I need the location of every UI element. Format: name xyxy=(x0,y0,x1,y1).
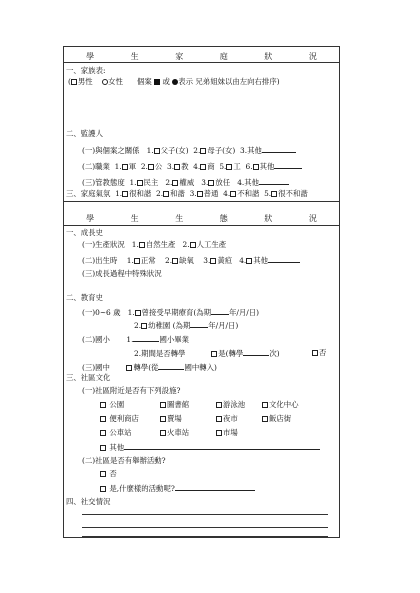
job-row: (二)職業 1. 軍 2. 公 3. 教 4. 商 5. 工 6. 其他 xyxy=(82,161,302,171)
checkbox[interactable] xyxy=(197,191,203,197)
facility-item: 賣場 xyxy=(160,414,182,423)
junior-row: (三)國中 轉學(從 國中轉入) xyxy=(82,363,217,372)
checkbox[interactable] xyxy=(210,258,216,264)
checkbox[interactable] xyxy=(126,365,132,371)
blank-line[interactable] xyxy=(190,320,208,328)
community-q1: (一)社區附近是否有下列設施? xyxy=(82,386,181,395)
facility-item: 飯店街 xyxy=(262,414,291,423)
blank-line[interactable] xyxy=(243,348,269,356)
atmosphere-row: 三、家庭氣氛 1. 很和諧 2. 和諧 3. 普通 4. 不和諧 5. 很不和諧 xyxy=(66,189,308,198)
elem-row-1: (二)國小 1. 國小畢業 xyxy=(82,335,190,344)
blank-line[interactable] xyxy=(211,307,229,315)
checkbox[interactable] xyxy=(211,351,217,357)
checkbox[interactable] xyxy=(226,164,232,170)
blank-line[interactable] xyxy=(274,161,302,169)
checkbox[interactable] xyxy=(160,402,166,408)
checkbox[interactable] xyxy=(253,164,259,170)
checkbox[interactable] xyxy=(216,402,222,408)
answer-line[interactable] xyxy=(82,536,328,537)
facility-item: 公車站 xyxy=(100,428,132,437)
relation-row: (一)與個案之關係 1. 父子(女) 2. 母子(女) 3.其他 xyxy=(82,145,296,155)
checkbox[interactable] xyxy=(160,430,166,436)
checkbox[interactable] xyxy=(262,402,268,408)
section-divider xyxy=(64,201,339,202)
checkbox[interactable] xyxy=(190,242,196,248)
checkbox[interactable] xyxy=(174,164,180,170)
special-row: (三)成長過程中特殊狀況 xyxy=(82,269,162,278)
checkbox[interactable] xyxy=(141,323,147,329)
facility-item: 圖書館 xyxy=(160,400,189,409)
checkbox[interactable] xyxy=(100,445,106,451)
facility-item: 夜市 xyxy=(216,414,238,423)
checkbox[interactable] xyxy=(216,430,222,436)
header-divider xyxy=(64,62,339,63)
checkbox[interactable] xyxy=(100,430,106,436)
birth-row: (一)生產狀況 1. 自然生產 2. 人工生產 xyxy=(82,240,227,249)
header-divider xyxy=(64,225,339,226)
elem-no: 否 xyxy=(312,348,326,357)
checkbox[interactable] xyxy=(208,180,214,186)
family-legend: ( 男性 女性 個案 或 表示 兄弟姐妹以由左向右排序) xyxy=(68,77,280,86)
answer-line[interactable] xyxy=(82,514,328,515)
answer-line[interactable] xyxy=(82,527,328,528)
facility-item: 文化中心 xyxy=(262,400,299,409)
checkbox[interactable] xyxy=(137,180,143,186)
checkbox[interactable] xyxy=(139,242,145,248)
checkbox[interactable] xyxy=(122,191,128,197)
checkbox[interactable] xyxy=(135,310,141,316)
checkbox[interactable] xyxy=(160,416,166,422)
education-title: 二、教育史 xyxy=(66,293,103,302)
blank-line[interactable] xyxy=(158,362,184,370)
checkbox[interactable] xyxy=(172,258,178,264)
checkbox[interactable] xyxy=(100,486,106,492)
checkbox[interactable] xyxy=(271,191,277,197)
checkbox[interactable] xyxy=(312,350,318,356)
community-q2: (二)社區是否有舉辦活動? xyxy=(82,456,166,465)
checkbox[interactable] xyxy=(154,148,160,154)
family-title: 一、家族表: xyxy=(66,66,106,75)
checkbox[interactable] xyxy=(100,416,106,422)
blank-line[interactable] xyxy=(262,145,296,153)
facility-other: 其他 xyxy=(100,442,320,452)
case-male-symbol-icon xyxy=(154,79,160,85)
attitude-row: (三)管教態度 1. 民主 2. 權威 3. 放任 4.其他 xyxy=(82,177,289,187)
checkbox[interactable] xyxy=(216,416,222,422)
blank-line[interactable] xyxy=(175,483,255,491)
growth-title: 一、成長史 xyxy=(66,228,103,237)
activity-no: 否 xyxy=(100,469,117,478)
elem-row-2: 2.期間是否轉學 是(轉學 次) xyxy=(134,349,280,358)
section2-header: 學 生 生 態 狀 況 xyxy=(86,214,334,223)
facility-item: 游泳池 xyxy=(216,400,245,409)
facility-item: 市場 xyxy=(216,428,238,437)
checkbox[interactable] xyxy=(230,191,236,197)
checkbox[interactable] xyxy=(262,416,268,422)
form-frame xyxy=(63,46,340,538)
community-title: 三、社區文化 xyxy=(66,373,111,382)
checkbox[interactable] xyxy=(200,164,206,170)
facility-item: 便利商店 xyxy=(100,414,139,423)
blank-line[interactable] xyxy=(259,177,289,185)
social-title: 四、社交情況 xyxy=(66,497,111,506)
checkbox[interactable] xyxy=(134,258,140,264)
checkbox[interactable] xyxy=(172,180,178,186)
early-row-1: (一)0~6 歲 1. 曾接受早期療育(為期 年/月/日) xyxy=(82,308,260,317)
section1-header: 學 生 家 庭 狀 況 xyxy=(86,52,334,61)
checkbox[interactable] xyxy=(148,164,154,170)
blank-line[interactable] xyxy=(133,334,159,342)
born-row: (二)出生時 1. 正常 2. 缺氧 3. 黃疸 4. 其他 xyxy=(82,255,300,265)
male-symbol-icon xyxy=(71,79,77,85)
checkbox[interactable] xyxy=(200,148,206,154)
checkbox[interactable] xyxy=(163,191,169,197)
blank-line[interactable] xyxy=(268,255,300,263)
blank-line[interactable] xyxy=(124,442,320,450)
early-row-2: 2. 幼稚園 (為期 年/月/日) xyxy=(134,321,239,330)
guardian-title: 二、監護人 xyxy=(66,129,103,138)
checkbox[interactable] xyxy=(246,258,252,264)
facility-item: 火車站 xyxy=(160,428,189,437)
activity-yes: 是,什麼樣的活動呢? xyxy=(100,483,255,493)
checkbox[interactable] xyxy=(100,402,106,408)
checkbox[interactable] xyxy=(100,471,106,477)
checkbox[interactable] xyxy=(122,164,128,170)
facility-item: 公園 xyxy=(100,400,124,409)
